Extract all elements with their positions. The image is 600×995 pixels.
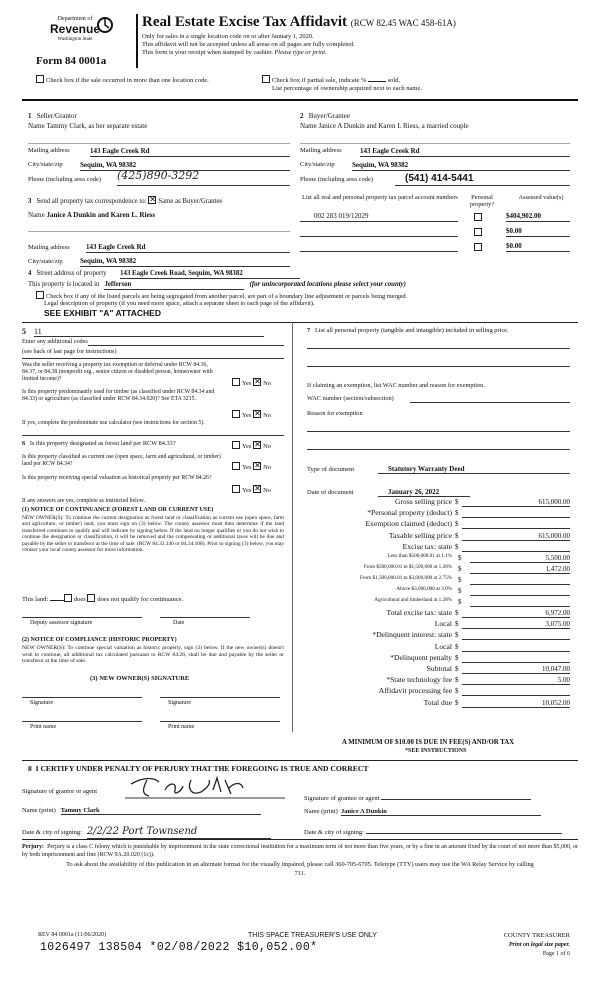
check-multi-location[interactable]: Check box if the sale occurred in more than one location code.: [36, 75, 209, 84]
buyer-phone[interactable]: (541) 414-5441: [395, 173, 570, 186]
doc-date[interactable]: January 26, 2022: [378, 488, 470, 497]
calc-value[interactable]: [462, 687, 570, 696]
dollar-sign: $: [455, 531, 459, 540]
calc-value[interactable]: [462, 654, 570, 663]
forest-yes-checkbox[interactable]: [232, 441, 240, 449]
sec6-q3: Is this property receiving special valuation as historical property per RCW 84.26?: [22, 475, 212, 481]
new-owner-signature-title: (3) NEW OWNER(S) SIGNATURE: [90, 675, 190, 682]
calc-label: Total due: [423, 697, 452, 707]
treasurer-use-label: THIS SPACE TREASURER'S USE ONLY: [248, 932, 377, 939]
personal-property-checkbox[interactable]: [474, 228, 482, 236]
parcel-row: [300, 212, 570, 221]
buyer-name-row: Name Janice A Dunkin and Karen L Riess, a married couple: [300, 122, 469, 130]
personal-property-checkbox[interactable]: [474, 243, 482, 251]
grantor-date-city[interactable]: 2/2/22 Port Townsend: [87, 826, 271, 839]
calc-label: *Delinquent interest: state: [372, 630, 452, 640]
seller-city-label: City/state/zip: [28, 161, 63, 168]
calc-value[interactable]: 10,047.00: [462, 665, 570, 674]
located-row: This property is located in Jefferson (for unincorporated locations please select your county): [28, 281, 406, 288]
grantee-signature-row: Signature of grantee or agent: [304, 792, 531, 802]
dollar-sign: $: [455, 509, 459, 518]
sec5-code-row: 5 11: [22, 327, 264, 337]
dollar-sign: $: [455, 609, 459, 617]
calc-value[interactable]: [470, 587, 570, 596]
calc-value[interactable]: 615,000.00: [462, 532, 570, 541]
calc-label: Taxable selling price: [388, 530, 452, 540]
buyer-mailing[interactable]: 143 Eagle Creek Rd: [360, 147, 570, 157]
calc-value[interactable]: [470, 598, 570, 607]
dollar-sign: $: [458, 587, 462, 595]
calc-value[interactable]: 1,472.00: [470, 565, 570, 574]
grantee-date-row: Date & city of signing:: [304, 826, 562, 836]
calc-value[interactable]: 5.00: [462, 676, 570, 685]
calc-label: From $500,000.01 to $1,500,000 at 1.28%: [363, 564, 452, 570]
parcel-row: [300, 227, 570, 236]
dollar-sign: $: [458, 554, 462, 562]
corr-mailing-label: Mailing address: [28, 244, 70, 251]
grantee-name-row: Name (print) Janice A Dunkin: [304, 808, 541, 816]
street-address-row: 4 Street address of property 143 Eagle Creek Road, Sequim, WA 98382: [28, 270, 300, 279]
calc-label: Local: [434, 641, 452, 651]
calc-label: Excise tax: state: [402, 541, 452, 551]
accessibility-note: To ask about the availability of this publication in an alternate format for the visually impaired, please call 360-705-6705. Teletype (TTY) users may use the WA Relay Service by calling 711.: [66, 861, 534, 877]
form-revision: REV 84 0001a (11/06/2020): [38, 932, 107, 938]
reason-label: Reason for exemption: [307, 410, 363, 417]
historic-yes-checkbox[interactable]: [232, 485, 240, 493]
sec6-q3-answer: Yes ✕ No: [232, 485, 271, 494]
calc-value[interactable]: [470, 576, 570, 585]
assessed-value[interactable]: $0.00: [506, 242, 570, 252]
doc-date-label: Date of document: [307, 489, 354, 496]
q2-yes-checkbox[interactable]: [232, 410, 240, 418]
same-as-buyer-checkbox[interactable]: [148, 196, 156, 204]
calc-value[interactable]: [462, 543, 570, 552]
dor-logo: [36, 16, 114, 50]
dollar-sign: $: [458, 565, 462, 573]
dollar-sign: $: [455, 631, 459, 640]
see-instructions: *SEE INSTRUCTIONS: [405, 748, 467, 754]
current-use-yes-checkbox[interactable]: [232, 462, 240, 470]
assessed-header: Assessed value(s): [518, 194, 564, 201]
perjury-statement: Perjury: Perjury is a class C felony which is punishable by imprisonment in the state correctional institution for a maximum term of not more than five years, or by a fine in an amount fixed by the court of not more than $5,000, or by both imprisonment and fine (RCW 9A.20.020 (1c)).: [22, 844, 578, 858]
grantor-name-row: Name (print) Tammy Clark: [22, 807, 261, 815]
sec6-q2-answer: Yes ✕ No: [232, 462, 271, 471]
dollar-sign: $: [455, 620, 459, 629]
calc-label: Subtotal: [426, 664, 452, 673]
owner-print-name-label-2: Print name: [168, 724, 195, 730]
dollar-sign: $: [455, 498, 459, 506]
notice-continuance-text: NEW OWNER(S): To continue the current designation as forest land or classification as current use (open space, farm and agriculture, or timber) land, you must sign on (3) below. The county assessor must then determine if the land transferred continues to qualify and will indicate by signing below. If the land no longer qualifies or you do not wish to continue the designation or classification, it will be removed and the compensating or additional taxes will be due and payable by the seller or transferor at the time of sale. (RCW 84.33.140 or 84.34.108). Prior to signing (3) below, you may contact your local county assessor for more information.: [22, 515, 284, 554]
legal-description-label: Legal description of property (if you need more space, attach a separate sheet to each page of the affidavit).: [44, 300, 315, 307]
assessed-value[interactable]: $404,902.00: [506, 212, 570, 222]
grantee-name[interactable]: Janice A Dunkin: [341, 808, 541, 816]
dollar-sign: $: [458, 598, 462, 606]
sec6-q2: Is this property classified as current use (open space, farm and agricultural, or timber) land per RCW 84.34?: [22, 454, 221, 467]
buyer-phone-label: Phone (including area code): [300, 176, 374, 183]
buyer-city-label: City/state/zip: [300, 161, 335, 168]
sec5-q2: Is this property predominantly used for timber (as classified under RCW 84.34 and 84.33) or agriculture (as classified under RCW 84.34.020)? See ETA 3215.: [22, 389, 215, 402]
seller-mailing[interactable]: 143 Eagle Creek Rd: [90, 147, 290, 157]
exemption-note: If claiming an exemption, list WAC number and reason for exemption.: [307, 382, 485, 389]
doc-type[interactable]: Statutory Warranty Deed: [378, 465, 570, 474]
calc-label: Local: [434, 619, 452, 629]
calc-label: Gross selling price: [395, 497, 452, 506]
does-not-checkbox[interactable]: [87, 594, 95, 602]
additional-codes-label: Enter any additional codes: [22, 338, 88, 345]
notice-compliance-title: (2) NOTICE OF COMPLIANCE (HISTORIC PROPERTY): [22, 637, 177, 643]
deputy-date-label: Date: [173, 620, 185, 626]
calc-row: [300, 631, 570, 642]
dollar-sign: $: [455, 698, 459, 707]
grantor-signature-icon[interactable]: [125, 774, 285, 800]
buyer-heading: 2 Buyer/Grantee: [300, 112, 350, 120]
sec6-q1-answer: Yes ✕ No: [232, 441, 271, 450]
corr-name-row: Name Janice A Dunkin and Karen L. Riess: [28, 211, 156, 219]
parcel-row: [300, 242, 570, 251]
historic-no-checkbox[interactable]: [253, 485, 261, 493]
sec7-text: 7 List all personal property (tangible and intangible) included in selling price.: [307, 327, 509, 334]
calc-value[interactable]: [462, 643, 570, 652]
sec5-q1-answer: Yes ✕ No: [232, 378, 271, 387]
this-land-row: This land: does does not qualify for continuance.: [22, 596, 184, 603]
seller-city[interactable]: Sequim, WA 98382: [80, 161, 290, 171]
corr-city[interactable]: Sequim, WA 98382: [80, 257, 290, 267]
grantee-date-city[interactable]: [366, 826, 562, 834]
wac-number-field[interactable]: [410, 395, 570, 403]
calc-label: Exemption claimed (deduct): [365, 519, 452, 529]
corr-name: Janice A Dunkin and Karen L. Riess: [46, 211, 156, 219]
street-address[interactable]: 143 Eagle Creek Road, Sequim, WA 98382: [120, 270, 300, 279]
dollar-sign: $: [458, 576, 462, 584]
notice-compliance-text: NEW OWNER(S): To continue special valuation as historic property, sign (3) below. If the new owner(s) doesn't wish to continue, all additional tax calculated pursuant to RCW 84.26, shall be due and payable by the seller or transferor at the time of sale.: [22, 645, 284, 665]
form-title: Real Estate Excise Tax Affidavit (RCW 82.45 WAC 458-61A): [142, 14, 456, 30]
deputy-signature-label: Deputy assessor signature: [30, 620, 93, 626]
dept-line3: Washington State: [57, 36, 93, 42]
parcel-acct[interactable]: [300, 242, 458, 252]
check-partial-sale[interactable]: Check box if partial sale, indicate % sold.: [262, 75, 400, 84]
grantor-name[interactable]: Tammy Clark: [61, 807, 261, 815]
calc-row: [300, 520, 570, 531]
seller-heading: 1 Seller/Grantor: [28, 112, 77, 120]
calc-label: Total excise tax: state: [386, 608, 452, 617]
calc-value[interactable]: 10,052.00: [462, 699, 570, 708]
grantor-date-row: Date & city of signing: 2/2/22 Port Townsend: [22, 826, 271, 839]
calc-value[interactable]: [462, 509, 570, 518]
minimum-due-note: A MINIMUM OF $10.00 IS DUE IN FEE(S) AND/OR TAX: [342, 739, 515, 746]
calc-value[interactable]: [462, 631, 570, 640]
dollar-sign: $: [455, 542, 459, 551]
parcel-header: List all real and personal property tax parcel account numbers: [302, 194, 458, 201]
calc-label: *Personal property (deduct): [367, 508, 452, 518]
calc-value[interactable]: [462, 520, 570, 529]
legal-paper-note: Print on legal size paper.: [508, 942, 570, 948]
grantor-signature-label: Signature of grantor or agent: [22, 788, 98, 795]
owner-signature-label-2: Signature: [168, 700, 191, 706]
sec5-q2b: If yes, complete the predominate use calculator (see instructions for section 5).: [22, 420, 205, 426]
notice-continuance-title: (1) NOTICE OF CONTINUANCE (FOREST LAND OR CURRENT USE): [22, 507, 214, 513]
dollar-sign: $: [455, 676, 459, 685]
calc-label: Affidavit processing fee: [378, 686, 452, 696]
list-percentage-note: List percentage of ownership acquired next to each name.: [272, 85, 422, 92]
calc-row: [300, 687, 570, 698]
q2-no-checkbox[interactable]: [253, 410, 261, 418]
dollar-sign: $: [455, 665, 459, 673]
sec5-q1: Was the seller receiving a property tax exemption or deferral under RCW 84.36, 84.37, or 84.38 (nonprofit org., senior citizen or disabled person, homeowner with limited income)?: [22, 362, 213, 382]
segregate-checkbox-row[interactable]: Check box if any of the listed parcels are being segregated from another parcel, are part of a boundary line adjustment or parcels being merged.: [36, 291, 407, 300]
header-notes: Only for sales in a single location code on or after January 1, 2020. This affidavit will not be accepted unless all areas on all pages are fully completed. This form is your receipt when stamped by cashier. Please type or print.: [142, 33, 355, 56]
treasurer-stamp: 1026497 138504 *02/08/2022 $10,052.00*: [40, 941, 318, 954]
corr-mailing[interactable]: 143 Eagle Creek Rd: [86, 243, 290, 253]
dept-line1: Department of: [57, 16, 93, 22]
corr-city-label: City/state/zip: [28, 258, 63, 265]
if-yes-note: If any answers are yes, complete as instructed below.: [22, 498, 145, 504]
forest-no-checkbox[interactable]: [253, 441, 261, 449]
current-use-no-checkbox[interactable]: [253, 462, 261, 470]
calc-label: From $1,500,000.01 to $3,000,000 at 2.75%: [359, 575, 452, 581]
calc-label: Above $3,000,000 at 3.0%: [396, 586, 452, 592]
calc-value[interactable]: 3,075.00: [462, 620, 570, 629]
calc-label: *State technology fee: [386, 675, 452, 685]
personal-property-header: Personal property?: [469, 194, 495, 209]
sec5-q2-answer: Yes ✕ No: [232, 410, 271, 419]
seller-phone-label: Phone (including area code): [28, 176, 102, 183]
dept-line2: Revenue: [49, 21, 101, 36]
seller-phone[interactable]: (425)890-3292: [117, 170, 290, 186]
calc-label: Agricultural and timberland at 1.28%: [374, 597, 452, 603]
q1-no-checkbox[interactable]: [253, 378, 261, 386]
buyer-city[interactable]: Sequim, WA 98382: [352, 161, 570, 171]
page-number: Page 1 of 6: [542, 951, 570, 957]
calc-value[interactable]: 5,500.00: [470, 554, 570, 563]
seller-name-row: Name Tammy Clark, as her separate estate: [28, 122, 148, 130]
calc-value[interactable]: 615,000.00: [462, 498, 570, 507]
owner-signature-label-1: Signature: [30, 700, 53, 706]
wac-number-label: WAC number (section/subsection): [307, 395, 394, 402]
grantee-signature-field[interactable]: [381, 792, 531, 800]
certify-heading: 8 I CERTIFY UNDER PENALTY OF PERJURY THAT THE FOREGOING IS TRUE AND CORRECT: [28, 764, 369, 773]
additional-codes-note: (see back of last page for instructions): [22, 348, 117, 355]
dollar-sign: $: [455, 520, 459, 529]
buyer-mailing-label: Mailing address: [300, 147, 342, 154]
parcel-acct[interactable]: 002 283 019/12029: [300, 212, 458, 222]
does-checkbox[interactable]: [64, 594, 72, 602]
calc-label: Less than $500,000.01 at 1.1%: [387, 553, 452, 559]
dollar-sign: $: [455, 653, 459, 662]
owner-print-name-label-1: Print name: [30, 724, 57, 730]
dollar-sign: $: [455, 642, 459, 651]
located-county[interactable]: Jefferson: [104, 281, 244, 290]
form-number: Form 84 0001a: [36, 55, 107, 67]
doc-type-label: Type of document: [307, 466, 355, 473]
sec6-q1: 6 Is this property designated as forest land per RCW 84.33?: [22, 440, 176, 447]
parcel-acct[interactable]: [300, 227, 458, 237]
wa-logo-icon: [96, 16, 114, 34]
land-use-code[interactable]: 11: [34, 327, 264, 337]
correspondence-row: 3 Send all property tax correspondence to: ✕ Same as Buyer/Grantee: [28, 196, 222, 206]
calc-label: *Delinquent penalty: [390, 652, 452, 662]
buyer-name: Janice A Dunkin and Karen L Riess, a married couple: [318, 122, 469, 130]
dollar-sign: $: [455, 687, 459, 696]
personal-property-checkbox[interactable]: [474, 213, 482, 221]
assessed-value[interactable]: $0.00: [506, 227, 570, 237]
seller-mailing-label: Mailing address: [28, 147, 70, 154]
county-treasurer: COUNTY TREASURER: [503, 932, 570, 939]
calc-row: [300, 699, 570, 710]
exhibit-a: SEE EXHIBIT "A" ATTACHED: [44, 308, 161, 318]
q1-yes-checkbox[interactable]: [232, 378, 240, 386]
seller-name: Tammy Clark, as her separate estate: [46, 122, 148, 130]
calc-value[interactable]: 6,972.00: [462, 609, 570, 618]
